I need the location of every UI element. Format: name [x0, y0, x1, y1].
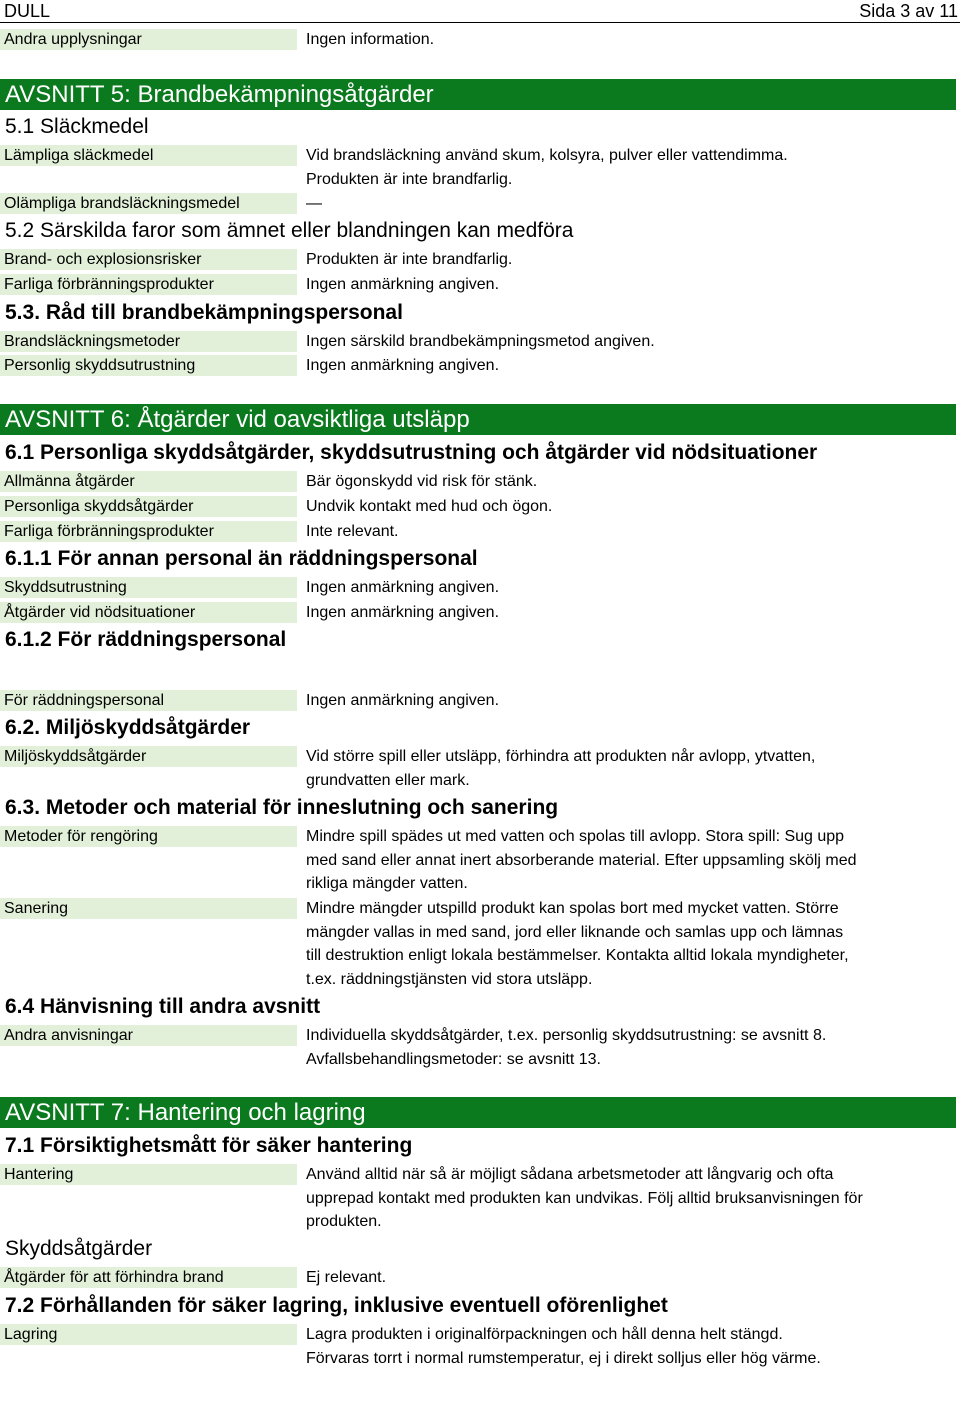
subsection-7-1: 7.1 Försiktighetsmått för säker hantering [5, 1134, 413, 1157]
subsection-6-2: 6.2. Miljöskyddsåtgärder [5, 716, 251, 739]
field-label: Olämpliga brandsläckningsmedel [0, 193, 297, 214]
field-label: Metoder för rengöring [0, 826, 297, 847]
field-label: Allmänna åtgärder [0, 471, 297, 492]
field-value: Bär ögonskydd vid risk för stänk. [306, 473, 538, 490]
field-label: Skyddsutrustning [0, 577, 297, 598]
field-label: Andra upplysningar [0, 29, 297, 50]
page-header [0, 0, 960, 23]
section-7-heading: AVSNITT 7: Hantering och lagring [0, 1097, 956, 1128]
field-value: Ingen information. [306, 31, 435, 48]
subsection-6-1-2: 6.1.2 För räddningspersonal [5, 628, 287, 651]
field-value: Produkten är inte brandfarlig. [306, 251, 513, 268]
field-value: Undvik kontakt med hud och ögon. [306, 498, 553, 515]
field-label: Andra anvisningar [0, 1025, 297, 1046]
section-5-heading: AVSNITT 5: Brandbekämpningsåtgärder [0, 79, 956, 110]
page-number: Sida 3 av 11 [859, 1, 958, 21]
subsection-6-1: 6.1 Personliga skyddsåtgärder, skyddsutrustning och åtgärder vid nödsituationer [5, 441, 818, 464]
field-label: Sanering [0, 898, 297, 919]
field-label: Hantering [0, 1164, 297, 1185]
field-label: Åtgärder för att förhindra brand [0, 1267, 297, 1288]
field-value: Lagra produkten i originalförpackningen och håll denna helt stängd. Förvaras torrt i normal rumstemperatur, ej i direkt solljus eller hög värme. [306, 1326, 821, 1367]
subsection-7-2: 7.2 Förhållanden för säker lagring, inklusive eventuell oförenlighet [5, 1294, 668, 1317]
subsection-6-1-1: 6.1.1 För annan personal än räddningspersonal [5, 547, 478, 570]
field-value: Ingen anmärkning angiven. [306, 357, 500, 374]
section-6-heading: AVSNITT 6: Åtgärder vid oavsiktliga utsläpp [0, 404, 956, 435]
field-label: Åtgärder vid nödsituationer [0, 602, 297, 623]
field-value: Individuella skyddsåtgärder, t.ex. personlig skyddsutrustning: se avsnitt 8. Avfallsbehandlingsmetoder: se avsnitt 13. [306, 1027, 827, 1068]
field-value: Ingen särskild brandbekämpningsmetod angiven. [306, 333, 655, 350]
document-title: DULL [4, 1, 51, 21]
subsection-5-3: 5.3. Råd till brandbekämpningspersonal [5, 301, 403, 324]
subsection-5-2: 5.2 Särskilda faror som ämnet eller blandningen kan medföra [5, 219, 574, 242]
subsection-skyddsatgarder: Skyddsåtgärder [5, 1237, 153, 1260]
field-label: Brandsläckningsmetoder [0, 331, 297, 352]
subsection-6-4: 6.4 Hänvisning till andra avsnitt [5, 995, 321, 1018]
field-value: Ingen anmärkning angiven. [306, 276, 500, 293]
field-value: Använd alltid när så är möjligt sådana arbetsmetoder att långvarig och ofta upprepad kontakt med produkten kan undvikas. Följ alltid bruksanvisningen för produkten. [306, 1166, 863, 1230]
field-value: Inte relevant. [306, 523, 399, 540]
field-label: För räddningspersonal [0, 690, 297, 711]
field-value: Mindre spill spädes ut med vatten och spolas till avlopp. Stora spill: Sug upp med sand eller annat inert absorberande material. Efter uppsamling skölj med rikliga mängder vatten. [306, 828, 857, 892]
field-value: — [306, 195, 322, 212]
field-label: Farliga förbränningsprodukter [0, 274, 297, 295]
field-value: Ingen anmärkning angiven. [306, 604, 500, 621]
field-label: Miljöskyddsåtgärder [0, 746, 297, 767]
field-label: Personliga skyddsåtgärder [0, 496, 297, 517]
field-label: Farliga förbränningsprodukter [0, 521, 297, 542]
field-value: Vid större spill eller utsläpp, förhindra att produkten når avlopp, ytvatten, grundvatten eller mark. [306, 748, 816, 789]
subsection-6-3: 6.3. Metoder och material för inneslutning och sanering [5, 796, 559, 819]
field-value: Ingen anmärkning angiven. [306, 579, 500, 596]
field-value: Mindre mängder utspilld produkt kan spolas bort med mycket vatten. Större mängder vallas in med sand, jord eller liknande och samlas upp och lämnas till destruktion enligt lokala bestämmelser. Kontakta alltid lokala myndigheter, t.ex. räddningstjänsten vid stora utsläpp. [306, 900, 849, 988]
field-label: Lämpliga släckmedel [0, 145, 297, 166]
field-value: Ej relevant. [306, 1269, 387, 1286]
subsection-5-1: 5.1 Släckmedel [5, 115, 149, 138]
field-value: Ingen anmärkning angiven. [306, 692, 500, 709]
field-value: Vid brandsläckning använd skum, kolsyra, pulver eller vattendimma. Produkten är inte brandfarlig. [306, 147, 788, 188]
field-label: Personlig skyddsutrustning [0, 355, 297, 376]
field-label: Lagring [0, 1324, 297, 1345]
field-label: Brand- och explosionsrisker [0, 249, 297, 270]
